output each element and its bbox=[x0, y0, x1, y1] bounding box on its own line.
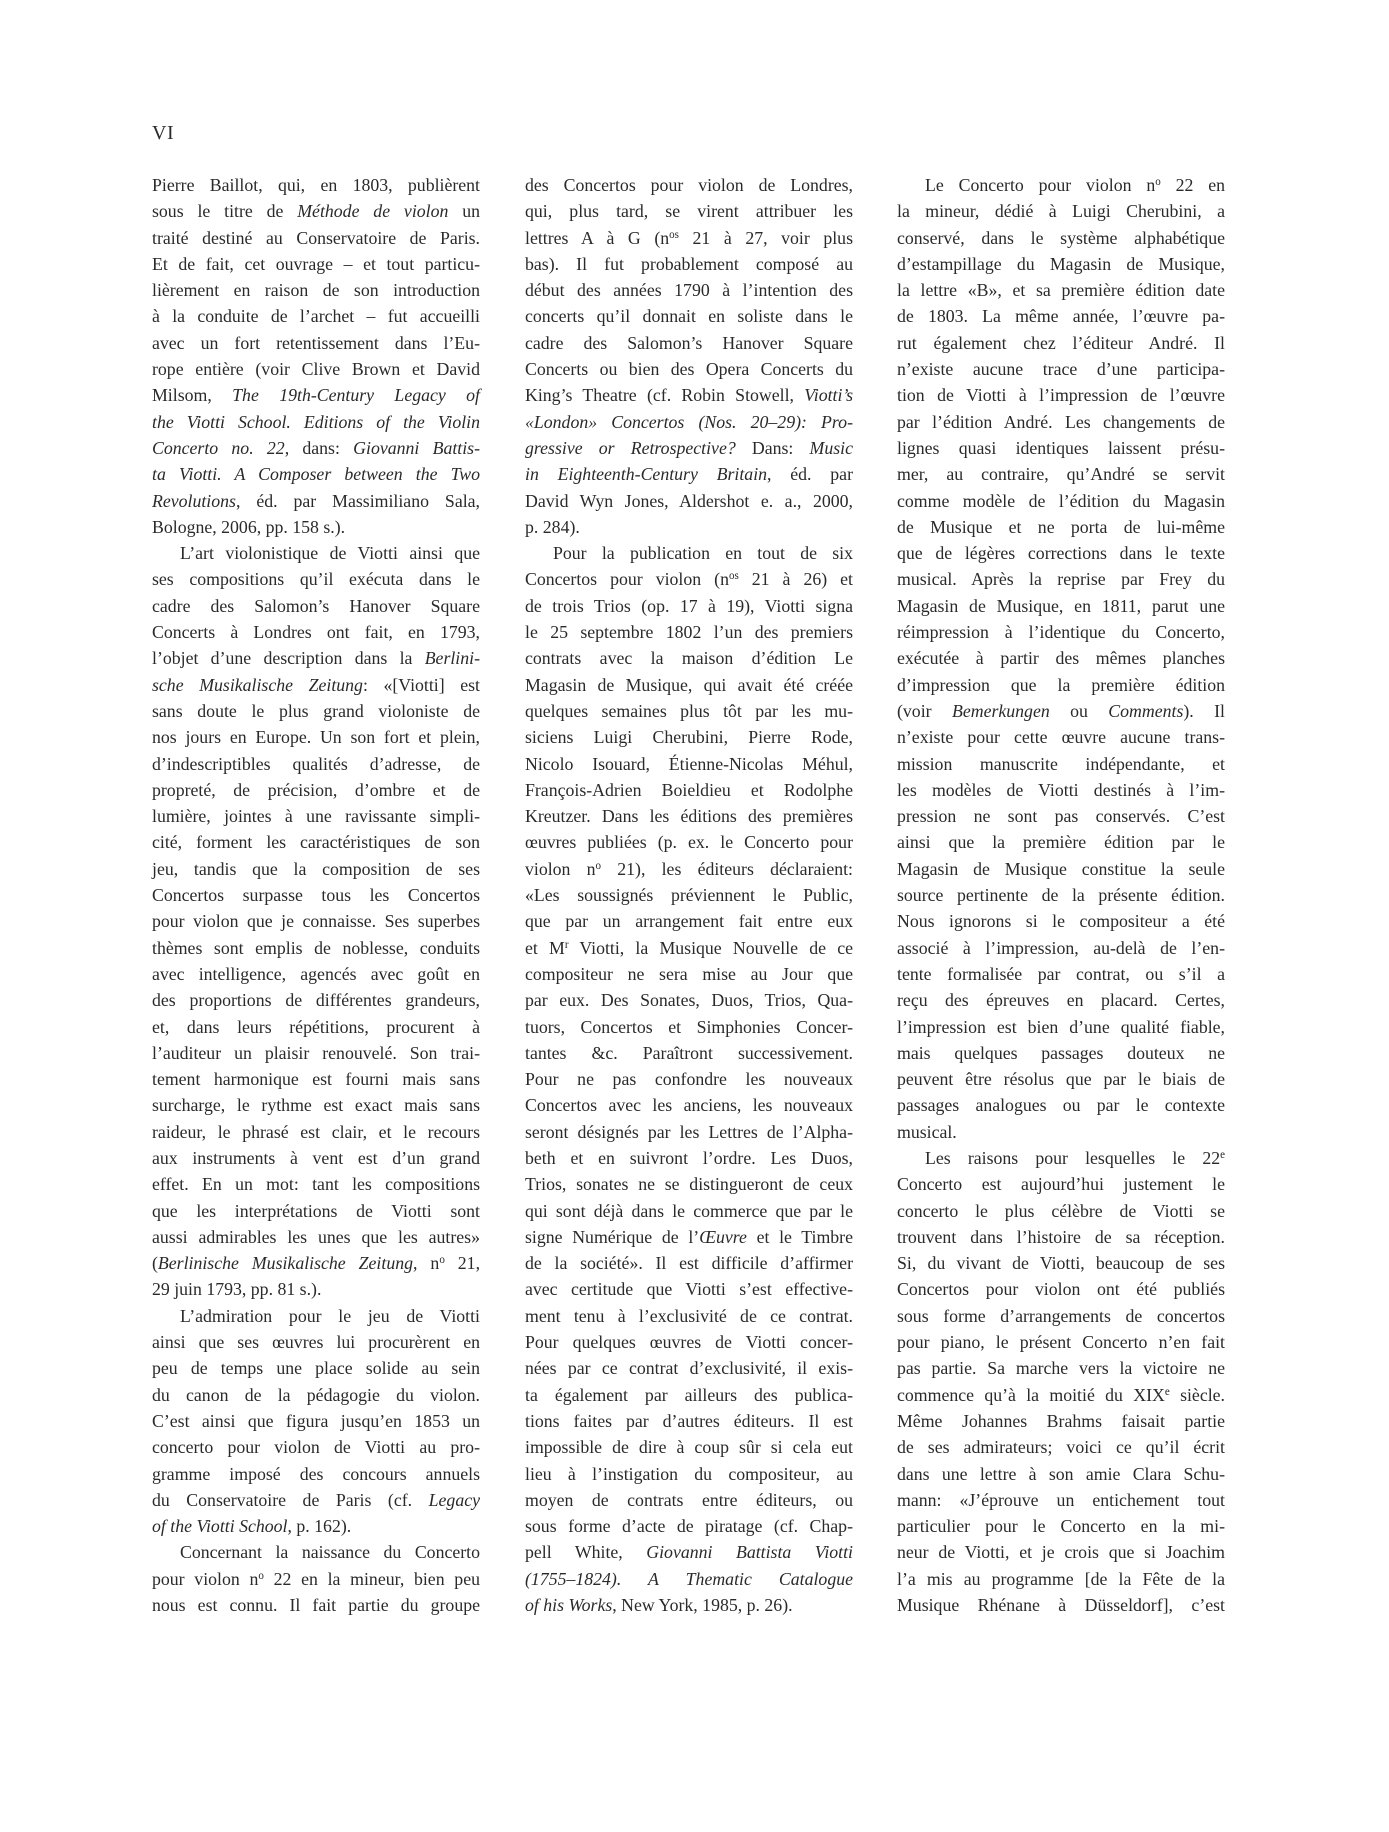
text-line: ta également par ailleurs des publica- bbox=[525, 1384, 853, 1405]
text-line: ment tenu à l’exclusivité de ce contrat. bbox=[525, 1305, 853, 1326]
text-line: jeu, tandis que la composition de ses bbox=[152, 858, 480, 879]
text-line: mais quelques passages douteux ne bbox=[897, 1042, 1225, 1063]
text-line: sous forme d’acte de piratage (cf. Chap- bbox=[525, 1516, 853, 1537]
text-line: Magasin de Musique, en 1811, parut une bbox=[897, 595, 1225, 616]
text-line: l’impression est bien d’une qualité fiable, bbox=[897, 1016, 1225, 1037]
text-line: d’indescriptibles qualités d’adresse, de bbox=[152, 753, 480, 774]
text-line: lumière, jointes à une ravissante simpli- bbox=[152, 806, 480, 827]
text-line: qui sont déjà dans le commerce que par le bbox=[525, 1200, 853, 1221]
text-line: nous est connu. Il fait partie du groupe bbox=[152, 1595, 480, 1616]
text-line: que les interprétations de Viotti sont bbox=[152, 1200, 480, 1221]
text-line: l’auditeur un plaisir renouvelé. Son trai- bbox=[152, 1042, 480, 1063]
text-line: aussi admirables les unes que les autres» bbox=[152, 1226, 480, 1247]
text-line: Pour la publication en tout de six bbox=[553, 543, 853, 564]
text-line: musical. Après la reprise par Frey du bbox=[897, 569, 1225, 590]
text-line: nos jours en Europe. Un son fort et plein, bbox=[152, 727, 480, 748]
text-line: tion de Viotti à l’impression de l’œuvre bbox=[897, 385, 1225, 406]
text-line: des proportions de différentes grandeurs, bbox=[152, 990, 480, 1011]
text-line: associé à l’impression, au-delà de l’en- bbox=[897, 937, 1225, 958]
text-line: lieu à l’instigation du compositeur, au bbox=[525, 1463, 853, 1484]
text-line: concerto pour violon de Viotti au pro- bbox=[152, 1437, 480, 1458]
text-line: les modèles de Viotti destinés à l’im- bbox=[897, 779, 1225, 800]
text-line: sche Musikalische Zeitung: «[Viotti] est bbox=[152, 674, 480, 695]
text-line: Milsom, The 19th-Century Legacy of bbox=[152, 385, 480, 406]
text-line: particulier pour le Concerto en la mi- bbox=[897, 1516, 1225, 1537]
text-line: gressive or Retrospective? Dans: Music bbox=[525, 437, 853, 458]
text-line: «London» Concertos (Nos. 20–29): Pro- bbox=[525, 411, 853, 432]
text-line: de trois Trios (op. 17 à 19), Viotti signa bbox=[525, 595, 853, 616]
text-line: par eux. Des Sonates, Duos, Trios, Qua- bbox=[525, 990, 853, 1011]
text-line: tions faites par d’autres éditeurs. Il est bbox=[525, 1410, 853, 1431]
text-line: (voir Bemerkungen ou Comments). Il bbox=[897, 700, 1225, 721]
text-line: mission manuscrite indépendante, et bbox=[897, 753, 1225, 774]
text-line: of the Viotti School, p. 162). bbox=[152, 1516, 352, 1537]
text-line: trouvent dans l’histoire de sa réception. bbox=[897, 1226, 1225, 1247]
text-line: signe Numérique de l’Œuvre et le Timbre bbox=[525, 1226, 853, 1247]
text-line: qui, plus tard, se virent attribuer les bbox=[525, 201, 853, 222]
text-line: Et de fait, cet ouvrage – et tout particu- bbox=[152, 253, 480, 274]
text-line: la mineur, dédié à Luigi Cherubini, a bbox=[897, 201, 1225, 222]
text-line: pour piano, le présent Concerto n’en fait bbox=[897, 1332, 1225, 1353]
text-line: C’est ainsi que figura jusqu’en 1853 un bbox=[152, 1410, 480, 1431]
text-line: traité destiné au Conservatoire de Paris. bbox=[152, 227, 480, 248]
text-line: King’s Theatre (cf. Robin Stowell, Viotti’s bbox=[525, 385, 853, 406]
text-line: comme modèle de l’édition du Magasin bbox=[897, 490, 1225, 511]
text-line: ainsi que la première édition par le bbox=[897, 832, 1225, 853]
text-line: moyen de contrats entre éditeurs, ou bbox=[525, 1489, 853, 1510]
text-line: la lettre «B», et sa première édition date bbox=[897, 280, 1225, 301]
text-line: concerts qu’il donnait en soliste dans le bbox=[525, 306, 853, 327]
text-line: aux instruments à vent est d’un grand bbox=[152, 1147, 480, 1168]
text-line: Pierre Baillot, qui, en 1803, publièrent bbox=[152, 175, 480, 195]
text-line: lettres A à G ($n^{os}$ 21 à 27, voir plus bbox=[525, 227, 853, 248]
text-line: quelques semaines plus tôt par les mu- bbox=[525, 700, 853, 721]
text-line: avec un fort retentissement dans l’Eu- bbox=[152, 332, 480, 353]
text-line: Concerts à Londres ont fait, en 1793, bbox=[152, 622, 480, 643]
text-line: ta Viotti. A Composer between the Two bbox=[152, 464, 480, 485]
text-line: l’objet d’une description dans la Berlini- bbox=[152, 648, 480, 669]
text-line: beth et en suivront l’ordre. Les Duos, bbox=[525, 1147, 853, 1168]
text-line: David Wyn Jones, Aldershot e. a., 2000, bbox=[525, 490, 853, 511]
text-line: œuvres publiées (p. ex. le Concerto pour bbox=[525, 832, 853, 853]
text-line: ainsi que ses œuvres lui procurèrent en bbox=[152, 1332, 480, 1353]
text-line: lièrement en raison de son introduction bbox=[152, 280, 480, 301]
text-line: peu de temps une place solide au sein bbox=[152, 1358, 480, 1379]
text-line: commence qu’à la moitié du XIXe siècle. bbox=[897, 1384, 1225, 1405]
text-line: reçu des épreuves en placard. Certes, bbox=[897, 990, 1225, 1011]
text-line: Concertos surpasse tous les Concertos bbox=[152, 885, 480, 906]
text-line: violon $n^o$ 21), les éditeurs déclaraient: bbox=[525, 858, 853, 879]
text-line: rope entière (voir Clive Brown et David bbox=[152, 359, 480, 380]
text-line: le 25 septembre 1802 l’un des premiers bbox=[525, 622, 853, 643]
text-line: Musique Rhénane à Düsseldorf], c’est bbox=[897, 1595, 1225, 1616]
text-line: sous forme d’arrangements de concertos bbox=[897, 1305, 1225, 1326]
text-column-2 bbox=[525, 172, 853, 1618]
text-line: passages analogues ou par le contexte bbox=[897, 1095, 1225, 1116]
text-line: Même Johannes Brahms faisait partie bbox=[897, 1410, 1225, 1431]
text-line: de ses admirateurs; voici ce qu’il écrit bbox=[897, 1437, 1225, 1458]
text-line: Les raisons pour lesquelles le 22e bbox=[925, 1147, 1225, 1168]
text-line: mann: «J’éprouve un entichement tout bbox=[897, 1489, 1225, 1510]
text-line: concerto le plus célèbre de Viotti se bbox=[897, 1200, 1225, 1221]
text-line: impossible de dire à coup sûr si cela eut bbox=[525, 1437, 853, 1458]
text-line: tuors, Concertos et Simphonies Concer- bbox=[525, 1016, 853, 1037]
text-line: à la conduite de l’archet – fut accueilli bbox=[152, 306, 480, 327]
text-line: de la société». Il est difficile d’affirmer bbox=[525, 1253, 853, 1274]
text-line: Concertos pour violon ont été publiés bbox=[897, 1279, 1225, 1300]
text-line: de 1803. La même année, l’œuvre pa- bbox=[897, 306, 1225, 327]
text-line: Concerts ou bien des Opera Concerts du bbox=[525, 359, 853, 380]
text-line: of his Works, New York, 1985, p. 26). bbox=[525, 1595, 793, 1616]
text-line: Concerto est aujourd’hui justement le bbox=[897, 1174, 1225, 1195]
text-line: tantes &c. Paraîtront successivement. bbox=[525, 1042, 853, 1063]
text-line: Concertos pour violon ($n^{os}$ 21 à 26) et bbox=[525, 569, 853, 590]
text-line: effet. En un mot: tant les compositions bbox=[152, 1174, 480, 1195]
text-line: 29 juin 1793, pp. 81 s.). bbox=[152, 1279, 322, 1300]
text-line: avec intelligence, agencés avec goût en bbox=[152, 963, 480, 984]
text-line: ses compositions qu’il exécuta dans le bbox=[152, 569, 480, 590]
text-line: Pour ne pas confondre les nouveaux bbox=[525, 1069, 853, 1090]
text-line: pression ne sont pas conservés. C’est bbox=[897, 806, 1225, 827]
text-line: nées par ce contrat d’exclusivité, il exis- bbox=[525, 1358, 853, 1379]
text-line: surcharge, le rythme est exact mais sans bbox=[152, 1095, 480, 1116]
text-line: avec certitude que Viotti s’est effective- bbox=[525, 1279, 853, 1300]
text-line: raideur, le phrasé est clair, et le recours bbox=[152, 1121, 480, 1142]
text-line: réimpression à l’identique du Concerto, bbox=[897, 622, 1225, 643]
text-line: thèmes sont emplis de noblesse, conduits bbox=[152, 937, 480, 958]
text-line: que de légères corrections dans le texte bbox=[897, 543, 1225, 564]
text-line: Concernant la naissance du Concerto bbox=[180, 1542, 480, 1563]
text-column-3 bbox=[897, 172, 1225, 1618]
text-line: propreté, de précision, d’ombre et de bbox=[152, 779, 480, 800]
text-line: tente formalisée par contrat, ou s’il a bbox=[897, 963, 1225, 984]
text-line: Concertos avec les anciens, les nouveaux bbox=[525, 1095, 853, 1116]
text-line: cadre des Salomon’s Hanover Square bbox=[525, 332, 853, 353]
text-line: exécutée à partir des mêmes planches bbox=[897, 648, 1225, 669]
text-line: des Concertos pour violon de Londres, bbox=[525, 175, 853, 195]
text-line: Revolutions, éd. par Massimiliano Sala, bbox=[152, 490, 480, 511]
text-line: Le Concerto pour violon $n^o$ 22 en bbox=[925, 175, 1225, 195]
text-line: mer, au contraire, qu’André se servit bbox=[897, 464, 1225, 485]
text-line: bas). Il fut probablement composé au bbox=[525, 253, 853, 274]
text-line: Kreutzer. Dans les éditions des premières bbox=[525, 806, 853, 827]
text-line: cadre des Salomon’s Hanover Square bbox=[152, 595, 480, 616]
text-line: source pertinente de la présente édition. bbox=[897, 885, 1225, 906]
text-line: sans doute le plus grand violoniste de bbox=[152, 700, 480, 721]
text-line: d’estampillage du Magasin de Musique, bbox=[897, 253, 1225, 274]
text-line: du canon de la pédagogie du violon. bbox=[152, 1384, 480, 1405]
text-line: seront désignés par les Lettres de l’Alpha- bbox=[525, 1121, 853, 1142]
text-line: neur de Viotti, et je crois que si Joachim bbox=[897, 1542, 1225, 1563]
text-line: Bologne, 2006, pp. 158 s.). bbox=[152, 516, 346, 537]
text-line: dans une lettre à son amie Clara Schu- bbox=[897, 1463, 1225, 1484]
text-line: Nous ignorons si le compositeur a été bbox=[897, 911, 1225, 932]
text-line: de Musique et ne porta de lui-même bbox=[897, 516, 1225, 537]
text-line: sous le titre de Méthode de violon un bbox=[152, 201, 480, 222]
text-line: n’existe aucune trace d’une participa- bbox=[897, 359, 1225, 380]
text-line: in Eighteenth-Century Britain, éd. par bbox=[525, 464, 853, 485]
text-line: Nicolo Isouard, Étienne-Nicolas Méhul, bbox=[525, 753, 853, 774]
text-line: l’a mis au programme [de la Fête de la bbox=[897, 1568, 1225, 1589]
text-line: pas partie. Sa marche vers la victoire ne bbox=[897, 1358, 1225, 1379]
text-line: et, dans leurs répétitions, procurent à bbox=[152, 1016, 480, 1037]
text-line: Si, du vivant de Viotti, beaucoup de ses bbox=[897, 1253, 1225, 1274]
text-line: contrats avec la maison d’édition Le bbox=[525, 648, 853, 669]
text-line: Concerto no. 22, dans: Giovanni Battis- bbox=[152, 437, 481, 458]
text-line: peuvent être résolus que par le biais de bbox=[897, 1069, 1225, 1090]
text-line: (Berlinische Musikalische Zeitung, $n^o$ 21, bbox=[152, 1253, 481, 1274]
text-line: n’existe pour cette œuvre aucune trans- bbox=[897, 727, 1225, 748]
text-line: du Conservatoire de Paris (cf. Legacy bbox=[152, 1489, 480, 1510]
text-line: L’admiration pour le jeu de Viotti bbox=[180, 1305, 480, 1326]
text-line: compositeur ne sera mise au Jour que bbox=[525, 963, 853, 984]
text-line: tement harmonique est fourni mais sans bbox=[152, 1069, 480, 1090]
text-line: musical. bbox=[897, 1121, 957, 1142]
text-line: pell White, Giovanni Battista Viotti bbox=[525, 1542, 853, 1563]
text-line: rut également chez l’éditeur André. Il bbox=[897, 332, 1225, 353]
page-number: VI bbox=[152, 122, 175, 144]
text-line: d’impression que la première édition bbox=[897, 674, 1225, 695]
text-line: François-Adrien Boieldieu et Rodolphe bbox=[525, 779, 853, 800]
text-line: siciens Luigi Cherubini, Pierre Rode, bbox=[525, 727, 853, 748]
text-line: Pour quelques œuvres de Viotti concer- bbox=[525, 1332, 853, 1353]
text-line: pour violon que je connaisse. Ses superbes bbox=[152, 911, 480, 932]
text-line: Magasin de Musique, qui avait été créée bbox=[525, 674, 853, 695]
text-line: «Les soussignés préviennent le Public, bbox=[525, 885, 853, 906]
text-line: cité, forment les caractéristiques de son bbox=[152, 832, 480, 853]
text-line: par l’édition André. Les changements de bbox=[897, 411, 1225, 432]
text-line: the Viotti School. Editions of the Violin bbox=[152, 411, 480, 432]
text-line: et $M^r$ Viotti, la Musique Nouvelle de ce bbox=[525, 937, 853, 958]
text-column-1 bbox=[152, 172, 480, 1618]
text-line: début des années 1790 à l’intention des bbox=[525, 280, 853, 301]
text-line: (1755–1824). A Thematic Catalogue bbox=[525, 1568, 853, 1589]
text-line: Trios, sonates ne se distingueront de ceux bbox=[525, 1174, 853, 1195]
text-line: lignes quasi identiques laissent présu- bbox=[897, 437, 1225, 458]
text-line: L’art violonistique de Viotti ainsi que bbox=[180, 543, 480, 564]
text-line: Magasin de Musique constitue la seule bbox=[897, 858, 1225, 879]
text-line: que par un arrangement fait entre eux bbox=[525, 911, 853, 932]
text-line: pour violon $n^o$ 22 en la mineur, bien peu bbox=[152, 1568, 480, 1589]
text-line: gramme imposé des concours annuels bbox=[152, 1463, 480, 1484]
text-line: p. 284). bbox=[525, 516, 580, 537]
text-line: conservé, dans le système alphabétique bbox=[897, 227, 1225, 248]
